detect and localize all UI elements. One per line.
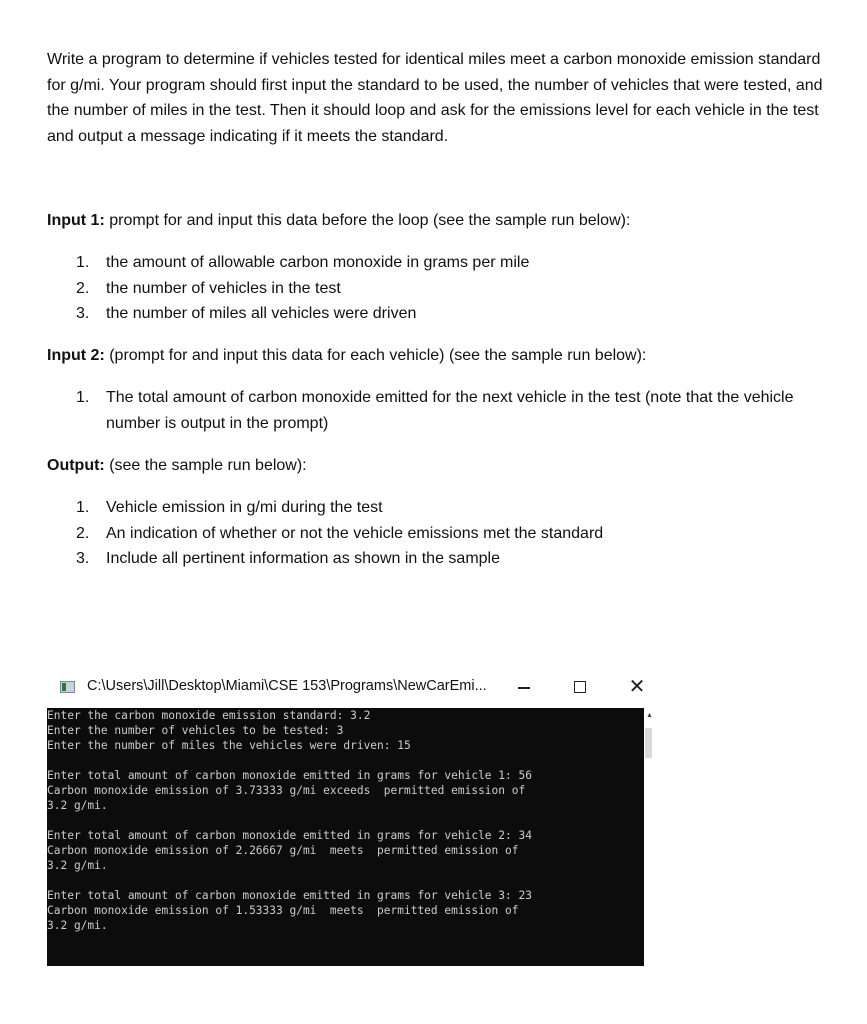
list-number: 1. <box>76 499 90 516</box>
console-line: 3.2 g/mi. <box>47 799 108 812</box>
list-number: 2. <box>76 279 90 297</box>
list-text: Include all pertinent information as shown in the sample <box>106 550 500 567</box>
console-scrollbar[interactable] <box>644 708 653 966</box>
list-item <box>76 301 796 327</box>
output-label: Output: <box>47 457 105 474</box>
list-item <box>76 385 796 436</box>
close-button[interactable] <box>622 674 652 700</box>
console-line: Enter total amount of carbon monoxide emitted in grams for vehicle 1: 56 <box>47 769 532 782</box>
minimize-button[interactable] <box>509 674 539 700</box>
minimize-icon <box>518 687 530 689</box>
input2-label: Input 2: <box>47 347 105 364</box>
list-number: 2. <box>76 524 90 542</box>
list-item <box>76 495 796 521</box>
list-item <box>76 250 796 276</box>
console-line: Enter total amount of carbon monoxide emitted in grams for vehicle 3: 23 <box>47 889 532 902</box>
scroll-up-arrow-icon[interactable]: ▲ <box>646 712 653 719</box>
list-item <box>76 276 796 302</box>
list-number: 1. <box>76 389 90 406</box>
list-number: 3. <box>76 305 90 322</box>
list-text: the number of miles all vehicles were driven <box>106 305 417 322</box>
list-item <box>76 521 796 547</box>
input1-label: Input 1: <box>47 212 105 229</box>
maximize-icon <box>574 681 586 693</box>
list-number: 3. <box>76 550 90 567</box>
console-output <box>47 708 644 966</box>
console-line: Carbon monoxide emission of 2.26667 g/mi meets permitted emission of <box>47 844 519 857</box>
input1-heading <box>47 211 630 231</box>
problem-description: Write a program to determine if vehicles tested for identical miles meet a carbon monoxide emission standard for g/mi. Your program should first input the standard to be used, the number of vehicles that were tested, and the number of miles in the test. Then it should loop and ask for the emissions level for each vehicle in the test and output a message indicating if it meets the standard. <box>47 51 823 145</box>
console-line: Carbon monoxide emission of 1.53333 g/mi meets permitted emission of <box>47 904 519 917</box>
console-window <box>47 668 655 968</box>
list-text: The total amount of carbon monoxide emitted for the next vehicle in the test (note that the vehicle number is output in the prompt) <box>106 389 794 432</box>
list-number: 1. <box>76 254 90 271</box>
output-heading <box>47 456 307 476</box>
list-item <box>76 546 796 572</box>
list-text: Vehicle emission in g/mi during the test <box>106 499 383 516</box>
console-line: 3.2 g/mi. <box>47 859 108 872</box>
input2-list <box>76 385 796 436</box>
console-app-icon <box>60 681 75 693</box>
list-text: the number of vehicles in the test <box>106 279 341 297</box>
maximize-button[interactable] <box>565 674 595 700</box>
console-line: Enter the carbon monoxide emission standard: 3.2 <box>47 709 371 722</box>
output-text: (see the sample run below): <box>104 457 307 474</box>
input1-list <box>76 250 796 327</box>
console-line: Enter the number of vehicles to be tested: 3 <box>47 724 344 737</box>
console-title: C:\Users\Jill\Desktop\Miami\CSE 153\Programs\NewCarEmi... <box>87 678 487 694</box>
console-line: Carbon monoxide emission of 3.73333 g/mi exceeds permitted emission of <box>47 784 526 797</box>
console-titlebar <box>47 668 655 708</box>
scroll-thumb[interactable] <box>645 728 652 758</box>
output-list <box>76 495 796 572</box>
list-text: An indication of whether or not the vehicle emissions met the standard <box>106 524 604 542</box>
console-line: Enter total amount of carbon monoxide emitted in grams for vehicle 2: 34 <box>47 829 532 842</box>
list-text: the amount of allowable carbon monoxide in grams per mile <box>106 254 530 271</box>
console-line: Enter the number of miles the vehicles were driven: 15 <box>47 739 411 752</box>
input2-text: (prompt for and input this data for each vehicle) (see the sample run below): <box>104 347 647 364</box>
close-icon: ✕ <box>628 676 646 698</box>
console-line: 3.2 g/mi. <box>47 919 108 932</box>
input1-text: prompt for and input this data before the loop (see the sample run below): <box>104 212 631 229</box>
input2-heading <box>47 346 646 366</box>
